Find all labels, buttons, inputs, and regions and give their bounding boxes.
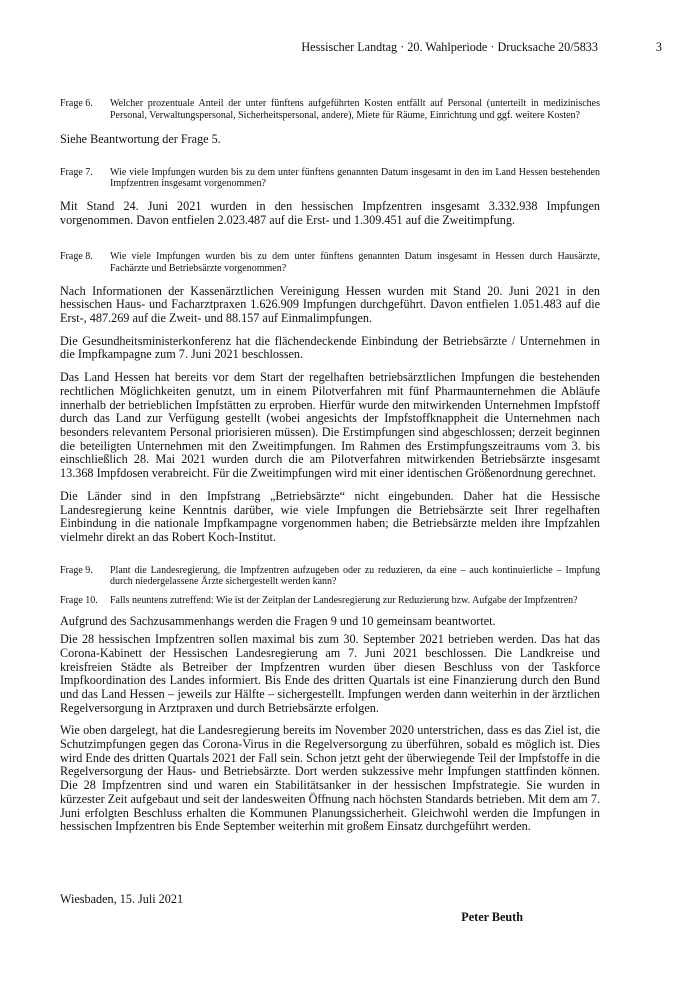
- question-text: Falls neuntens zutreffend: Wie ist der Zeitplan der Landesregierung zur Reduzierung bzw. Aufgabe der Impfzentren?: [110, 594, 578, 606]
- answer-8-paragraph-2: Die Gesundheitsministerkonferenz hat die flächendeckende Einbindung der Betriebsärzte / Unternehmen in die Impfkampagne zum 7. Juni 2021 beschlossen.: [60, 333, 600, 362]
- question-text: Wie viele Impfungen wurden bis zu dem unter fünftens genannten Datum insgesamt in den im Land Hessen bestehenden Impfzentren insgesamt vorgenommen?: [110, 166, 600, 190]
- answer-8-paragraph-3: Das Land Hessen hat bereits vor dem Start der regelhaften betriebsärztlichen Impfungen die bestehenden rechtlichen Möglichkeiten genutzt, um in einem Pilotverfahren mit fünf Pharmaunternehmen die Abläufe innerhalb der betrieblichen Impfstätten zu erproben. Hierfür wurde den mitwirkenden Unternehmen Impfstoff durch das Land zur Verfügung gestellt (wobei angesichts der Impfstoffknappheit die Unternehmen nach besonders relevantem Personal priorisieren müssen). Die Erstimpfungen sind abgeschlossen; derzeit beginnen die beteiligten Unternehmen mit den Zweitimpfungen. Im Rahmen des Erstimpfungszeitraums vom 3. bis einschließlich 28. Mai 2021 wurden durch die am Pilotverfahren mitwirkenden Betriebsärzte insgesamt 13.368 Impfdosen verabreicht. Für die Zweitimpfungen wird mit einer identischen Größenordnung gerechnet.: [60, 370, 600, 481]
- document-title: Hessischer Landtag · 20. Wahlperiode · Drucksache 20/5833: [301, 40, 598, 54]
- answer-6: Siehe Beantwortung der Frage 5.: [60, 132, 221, 147]
- answer-7: Mit Stand 24. Juni 2021 wurden in den hessischen Impfzentren insgesamt 3.332.938 Impfungen vorgenommen. Davon entfielen 2.023.487 auf die Erst- und 1.309.451 auf die Zweitimpfung.: [60, 199, 600, 227]
- question-label: Frage 7.: [60, 166, 93, 178]
- question-label: Frage 10.: [60, 594, 98, 606]
- author-name: Peter Beuth: [461, 910, 523, 924]
- answer-8-paragraph-1: Nach Informationen der Kassenärztlichen Vereinigung Hessen wurden mit Stand 20. Juni 2021 in den hessischen Haus- und Facharztpraxen 1.626.909 Impfungen durchgeführt. Davon entfielen 1.051.483 auf die Erst-, 487.269 auf die Zweit- und 88.157 auf Einmalimpfungen.: [60, 283, 600, 326]
- question-text: Wie viele Impfungen wurden bis zu dem unter fünftens genannten Datum insgesamt in Hessen durch Hausärzte, Fachärzte und Betriebsärzte vorgenommen?: [110, 251, 600, 275]
- question-10: [60, 595, 600, 607]
- question-label: Frage 8.: [60, 251, 93, 263]
- answer-9-10-paragraph-1: Aufgrund des Sachzusammenhangs werden die Fragen 9 und 10 gemeinsam beantwortet.: [60, 614, 496, 629]
- question-6: [60, 98, 600, 121]
- question-9: [60, 565, 600, 588]
- question-text: Welcher prozentuale Anteil der unter fünftens aufgeführten Kosten entfällt auf Personal (unterteilt in medizinisches Personal, Verwaltungspersonal, Sicherheitspersonal, andere), Miete für Räume, Einrichtung und ggf. weitere Kosten?: [110, 98, 600, 121]
- question-label: Frage 6.: [60, 98, 93, 109]
- question-label: Frage 9.: [60, 564, 93, 576]
- question-8: [60, 251, 600, 274]
- signature-block: [60, 892, 523, 925]
- answer-9-10-paragraph-3: Wie oben dargelegt, hat die Landesregierung bereits im November 2020 unterstrichen, dass es das Ziel ist, die Schutzimpfungen gegen das Corona-Virus in die Regelversorgung zu überführen, sobald es möglich ist. Dies wird Ende des dritten Quartals 2021 der Fall sein. Schon jetzt geht der überwiegende Teil der Impfstoffe in die Regelversorgung der Haus- und Betriebsärzte. Dort werden sukzessive mehr Impfungen stattfinden können. Die 28 Impfzentren sind und waren ein Stabilitätsanker in der hessischen Impfstrategie. Sie wurden in kürzester Zeit aufgebaut und seit der landesweiten Öffnung nach höchsten Standards betrieben. Mit dem am 7. Juni erfolgten Beschluss erhalten die Kommunen Planungssicherheit. Gleichwohl werden die Impfungen in hessischen Impfzentren bis Ende September weiterhin mit großem Einsatz durchgeführt werden.: [60, 723, 600, 834]
- question-7: [60, 167, 600, 190]
- question-text: Plant die Landesregierung, die Impfzentren aufzugeben oder zu reduzieren, da eine – auch kontinuierliche – Impfung durch niedergelassene Ärzte sichergestellt werden kann?: [110, 564, 600, 588]
- document-body: [60, 98, 600, 834]
- answer-8-paragraph-4: Die Länder sind in den Impfstrang „Betriebsärzte“ nicht eingebunden. Daher hat die Hessische Landesregierung keine Kenntnis darüber, wie viele Impfungen die Betriebsärzte seit Ihrer regelhaften Einbindung in die nationale Impfkampagne vorgenommen haben; die Betriebsärzte melden ihre Impfzahlen vielmehr direkt an das Robert Koch-Institut.: [60, 488, 600, 544]
- answer-9-10-paragraph-2: Die 28 hessischen Impfzentren sollen maximal bis zum 30. September 2021 betrieben werden. Das hat das Corona-Kabinett der Hessischen Landesregierung am 7. Juni 2021 beschlossen. Die Landkreise und kreisfreien Städte als Betreiber der Impfzentren wurden über diesen Beschluss von der Taskforce Impfkoordination des Landes informiert. Bis Ende des dritten Quartals ist eine Finanzierung durch den Bund und das Land Hessen – jeweils zur Hälfte – sichergestellt. Impfungen werden dann weiterhin in der ärztlichen Regelversorgung in Arztpraxen und durch Betriebsärzte erfolgen.: [60, 632, 600, 715]
- place-date: Wiesbaden, 15. Juli 2021: [60, 892, 184, 906]
- page-number: 3: [655, 40, 662, 54]
